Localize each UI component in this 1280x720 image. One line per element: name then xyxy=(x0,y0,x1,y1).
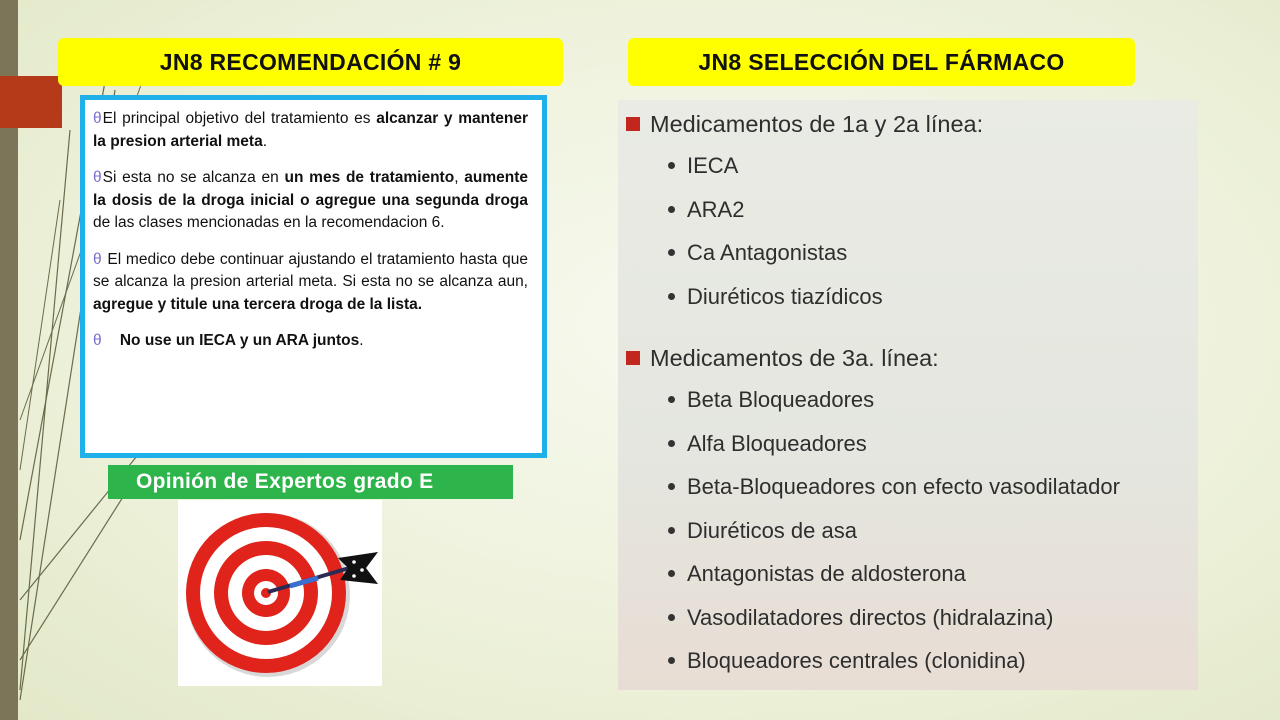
theta-bullet-icon: θ xyxy=(93,250,102,268)
theta-bullet-icon: θ xyxy=(93,169,102,186)
list-item: Beta Bloqueadores xyxy=(618,378,1198,422)
list-item: IECA xyxy=(618,144,1198,188)
first-line-heading: Medicamentos de 1a y 2a línea: xyxy=(618,104,1198,144)
recommendation-header: JN8 RECOMENDACIÓN # 9 xyxy=(58,38,563,86)
bullet-dot-icon xyxy=(668,293,675,300)
bullet-dot-icon xyxy=(668,440,675,447)
drug-selection-header: JN8 SELECCIÓN DEL FÁRMACO xyxy=(628,38,1135,86)
list-item: ARA2 xyxy=(618,188,1198,232)
first-line-section xyxy=(618,104,1198,318)
list-item: Ca Antagonistas xyxy=(618,231,1198,275)
list-item: Beta-Bloqueadores con efecto vasodilatador xyxy=(618,465,1198,509)
recommendation-box xyxy=(80,95,547,458)
third-line-heading: Medicamentos de 3a. línea: xyxy=(618,338,1198,378)
recommendation-paragraph-3: θ El medico debe continuar ajustando el tratamiento hasta que se alcanza la presion arterial meta. Si esta no se alcanza aun, agregue y titule una tercera droga de la lista. xyxy=(93,250,528,313)
bullet-dot-icon xyxy=(668,206,675,213)
red-square-bullet-icon xyxy=(626,351,640,365)
dart-target-icon xyxy=(178,500,382,686)
third-line-section xyxy=(618,338,1198,683)
bullet-dot-icon xyxy=(668,657,675,664)
list-item: Alfa Bloqueadores xyxy=(618,422,1198,466)
bullet-dot-icon xyxy=(668,396,675,403)
list-item: Diuréticos de asa xyxy=(618,509,1198,553)
list-item: Vasodilatadores directos (hidralazina) xyxy=(618,596,1198,640)
theta-bullet-icon: θ xyxy=(93,332,102,349)
target-image xyxy=(178,500,382,686)
recommendation-paragraph-1: θEl principal objetivo del tratamiento es alcanzar y mantener la presion arterial meta. xyxy=(93,110,528,150)
recommendation-paragraph-4: θ No use un IECA y un ARA juntos. xyxy=(93,332,364,349)
list-item: Bloqueadores centrales (clonidina) xyxy=(618,639,1198,683)
theta-bullet-icon: θ xyxy=(93,110,102,127)
bullet-dot-icon xyxy=(668,570,675,577)
bullet-dot-icon xyxy=(668,483,675,490)
list-item: Antagonistas de aldosterona xyxy=(618,552,1198,596)
bullet-dot-icon xyxy=(668,249,675,256)
evidence-grade-banner: Opinión de Expertos grado E xyxy=(108,465,513,499)
bullet-dot-icon xyxy=(668,162,675,169)
list-item: Diuréticos tiazídicos xyxy=(618,275,1198,319)
drug-selection-panel xyxy=(618,100,1198,690)
recommendation-paragraph-2: θSi esta no se alcanza en un mes de tratamiento, aumente la dosis de la droga inicial o agregue una segunda droga de las clases mencionadas en la recomendacion 6. xyxy=(93,169,528,231)
red-square-bullet-icon xyxy=(626,117,640,131)
bullet-dot-icon xyxy=(668,527,675,534)
bullet-dot-icon xyxy=(668,614,675,621)
